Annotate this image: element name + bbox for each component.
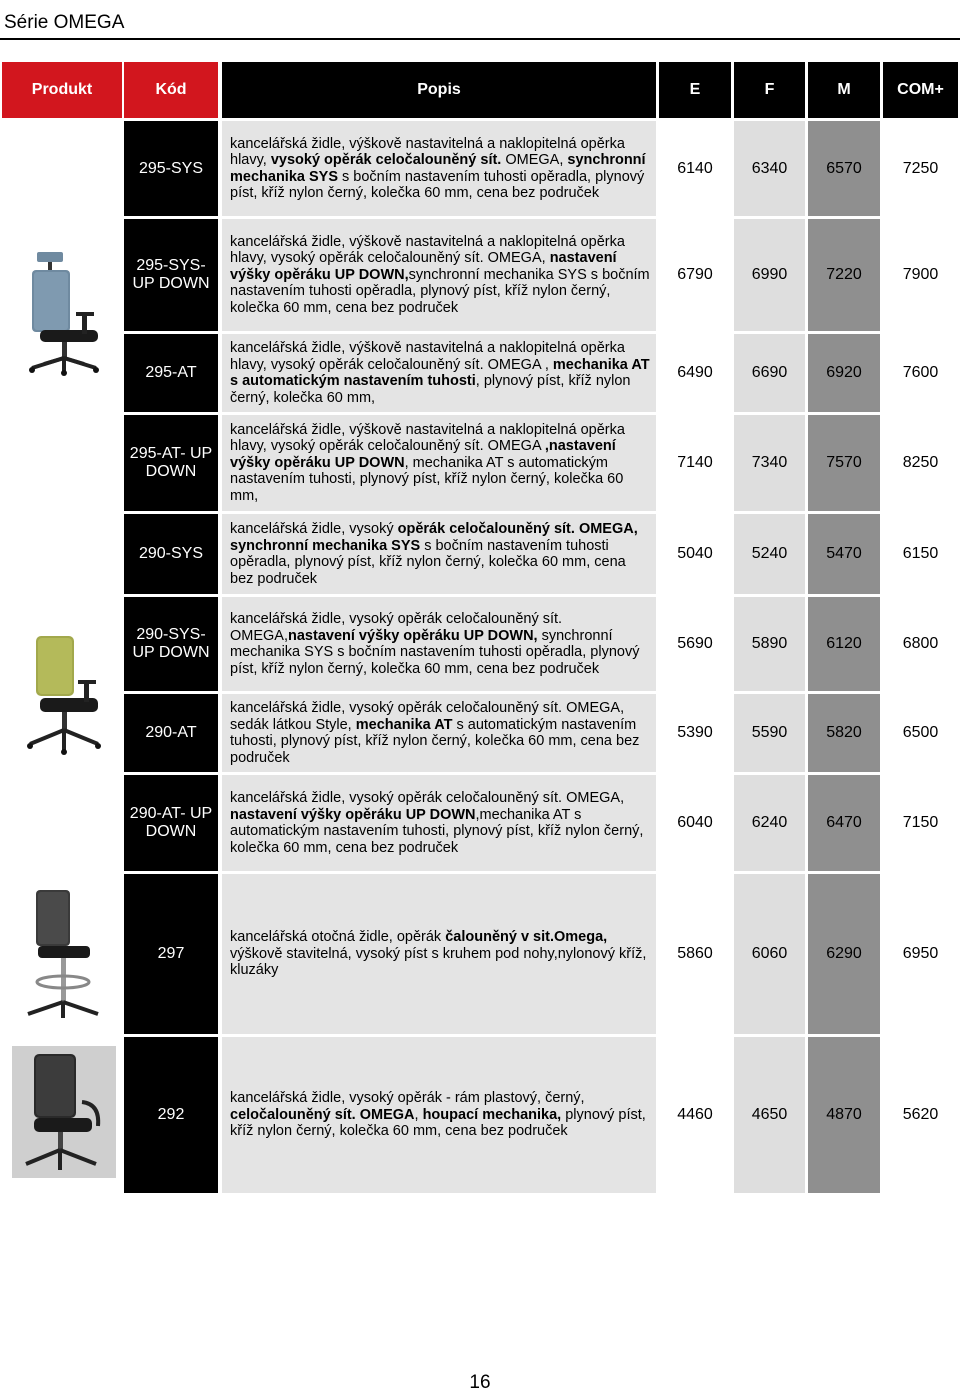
price-m: 6570 (808, 121, 880, 216)
product-code: 292 (124, 1037, 218, 1193)
page-number: 16 (469, 1372, 491, 1393)
description-text (230, 929, 650, 979)
description-segment: synchronní mechanika SYS s bočním nastavením tuhosti opěradla, plynový píst, kříž nylon černý, kolečka 60 mm, cena bez područek (230, 627, 640, 677)
price-com: 7900 (883, 219, 958, 331)
product-image-cell (2, 121, 122, 216)
description-segment: kancelářská židle, vysoký opěrák celočalouněný sít. OMEGA, (230, 790, 625, 806)
description-text (230, 1090, 650, 1140)
price-e: 5860 (659, 874, 731, 1034)
product-description (222, 121, 656, 216)
price-com: 6800 (883, 597, 958, 691)
product-image-cell (2, 775, 122, 871)
header-desc: Popis (222, 62, 656, 118)
description-text (230, 136, 650, 202)
price-m: 7220 (808, 219, 880, 331)
header-e: E (659, 62, 731, 118)
product-description (222, 1037, 656, 1193)
series-title: Série OMEGA (4, 12, 125, 33)
product-image-cell (2, 514, 122, 594)
description-segment: s bočním nastavením tuhosti opěradla, plynový píst, kříž nylon černý, kolečka 60 mm, cena bez područek (230, 537, 626, 587)
chair-green-icon (22, 632, 106, 756)
price-e: 6490 (659, 334, 731, 412)
description-segment: ,mechanika AT s automatickým nastavením tuhosti, plynový píst, kříž nylon černý, kolečka 60 mm, cena bez područek (230, 806, 644, 856)
product-code: 290-SYS- UP DOWN (124, 597, 218, 691)
description-bold: ,nastavení výšky opěráku UP DOWN (230, 438, 616, 471)
description-bold: nastavení výšky opěráku UP DOWN (230, 806, 476, 823)
price-f: 6690 (734, 334, 805, 412)
description-segment: kancelářská židle, výškově nastavitelná a naklopitelná opěrka hlavy, vysoký opěrák celočalouněný sít. OMEGA (230, 421, 625, 455)
chair-black-armrest-icon (12, 1046, 116, 1178)
price-f: 6060 (734, 874, 805, 1034)
price-com: 8250 (883, 415, 958, 511)
chair-blue-headrest-icon (22, 248, 104, 376)
product-description (222, 694, 656, 772)
price-m: 5820 (808, 694, 880, 772)
description-segment: synchronní mechanika SYS s bočním nastavením tuhosti opěradla, plynový píst, kříž nylon černý, kolečka 60 mm, cena bez područek (230, 266, 650, 316)
price-com: 7150 (883, 775, 958, 871)
description-text (230, 521, 650, 587)
product-description (222, 514, 656, 594)
price-com: 6500 (883, 694, 958, 772)
product-description (222, 415, 656, 511)
price-e: 5390 (659, 694, 731, 772)
price-com: 6950 (883, 874, 958, 1034)
description-segment: , plynový píst, kříž nylon černý, kolečka 60 mm, (230, 373, 631, 406)
product-code: 295-AT- UP DOWN (124, 415, 218, 511)
product-description (222, 219, 656, 331)
product-code: 297 (124, 874, 218, 1034)
price-f: 5890 (734, 597, 805, 691)
description-bold: synchronní mechanika SYS (230, 152, 646, 185)
price-e: 6040 (659, 775, 731, 871)
price-com: 7600 (883, 334, 958, 412)
description-text (230, 234, 650, 317)
description-segment: s bočním nastavením tuhosti opěradla, plynový píst, kříž nylon černý, kolečka 60 mm, cena bez područek (230, 168, 645, 201)
description-text (230, 340, 650, 406)
price-m: 6290 (808, 874, 880, 1034)
title-underline (0, 38, 960, 40)
product-description (222, 334, 656, 412)
price-e: 7140 (659, 415, 731, 511)
price-f: 4650 (734, 1037, 805, 1193)
price-e: 6790 (659, 219, 731, 331)
description-segment: s automatickým nastavením tuhosti, plynový píst, kříž nylon černý, kolečka 60 mm, cena bez područek (230, 716, 640, 766)
price-com: 5620 (883, 1037, 958, 1193)
price-f: 7340 (734, 415, 805, 511)
description-segment: kancelářská židle, výškově nastavitelná a naklopitelná opěrka hlavy, vysoký opěrák celočalouněný sít. OMEGA, (230, 233, 625, 267)
price-f: 5590 (734, 694, 805, 772)
price-m: 6920 (808, 334, 880, 412)
description-text (230, 422, 650, 505)
product-code: 295-AT (124, 334, 218, 412)
description-segment: , (414, 1106, 423, 1123)
price-f: 6240 (734, 775, 805, 871)
description-bold: čalouněný v sit.Omega, (445, 929, 608, 946)
description-text (230, 611, 650, 677)
header-product: Produkt (2, 62, 122, 118)
header-code: Kód (124, 62, 218, 118)
price-e: 5040 (659, 514, 731, 594)
description-bold: mechanika AT s automatickým nastavením tuhosti (230, 356, 650, 389)
description-segment: kancelářská židle, vysoký opěrák celočalouněný sít. OMEGA, sedák látkou Style, (230, 700, 625, 733)
product-code: 295-SYS- UP DOWN (124, 219, 218, 331)
description-bold: nastavení výšky opěráku UP DOWN, (288, 627, 538, 644)
product-image-cell (2, 415, 122, 511)
header-f: F (734, 62, 805, 118)
price-f: 5240 (734, 514, 805, 594)
description-bold: opěrák celočalouněný sít. OMEGA, synchronní mechanika SYS (230, 521, 638, 554)
description-text (230, 700, 650, 766)
price-m: 5470 (808, 514, 880, 594)
description-segment: , mechanika AT s automatickým nastavením tuhosti, plynový píst, kříž nylon černý, kolečka 60 mm, (230, 454, 624, 504)
header-com: COM+ (883, 62, 958, 118)
description-segment: kancelářská otočná židle, opěrák (230, 929, 446, 946)
description-bold: houpací mechanika, (422, 1106, 562, 1123)
description-segment: kancelářská židle, vysoký opěrák celočalouněný sít. OMEGA, (230, 611, 563, 644)
description-segment: kancelářská židle, výškově nastavitelná a naklopitelná opěrka hlavy, vysoký opěrák celočalouněný sít. OMEGA , (230, 340, 625, 373)
product-code: 290-AT (124, 694, 218, 772)
price-m: 7570 (808, 415, 880, 511)
product-description (222, 874, 656, 1034)
description-segment: plynový píst, kříž nylon černý, kolečka 60 mm, cena bez područek (230, 1106, 646, 1140)
description-segment: kancelářská židle, vysoký (230, 521, 398, 537)
price-f: 6340 (734, 121, 805, 216)
description-bold: nastavení výšky opěráku UP DOWN, (230, 250, 617, 283)
product-code: 295-SYS (124, 121, 218, 216)
description-segment: OMEGA, (501, 152, 568, 168)
description-segment: kancelářská židle, vysoký opěrák - rám plastový, černý, (230, 1090, 585, 1107)
description-segment: kancelářská židle, výškově nastavitelná a naklopitelná opěrka hlavy, (230, 135, 625, 168)
price-m: 6470 (808, 775, 880, 871)
description-text (230, 790, 650, 856)
product-code: 290-SYS (124, 514, 218, 594)
price-m: 4870 (808, 1037, 880, 1193)
product-code: 290-AT- UP DOWN (124, 775, 218, 871)
header-m: M (808, 62, 880, 118)
description-bold: mechanika AT (355, 716, 453, 733)
price-m: 6120 (808, 597, 880, 691)
description-segment: výškově stavitelná, vysoký píst s kruhem pod nohy,nylonový kříž, kluzáky (230, 945, 647, 979)
price-com: 7250 (883, 121, 958, 216)
price-e: 6140 (659, 121, 731, 216)
price-e: 4460 (659, 1037, 731, 1193)
description-bold: vysoký opěrák celočalouněný sít. (270, 152, 502, 168)
price-e: 5690 (659, 597, 731, 691)
stool-ring-icon (20, 886, 108, 1022)
description-bold: celočalouněný sít. OMEGA (230, 1106, 415, 1123)
price-com: 6150 (883, 514, 958, 594)
product-description (222, 597, 656, 691)
price-f: 6990 (734, 219, 805, 331)
product-description (222, 775, 656, 871)
